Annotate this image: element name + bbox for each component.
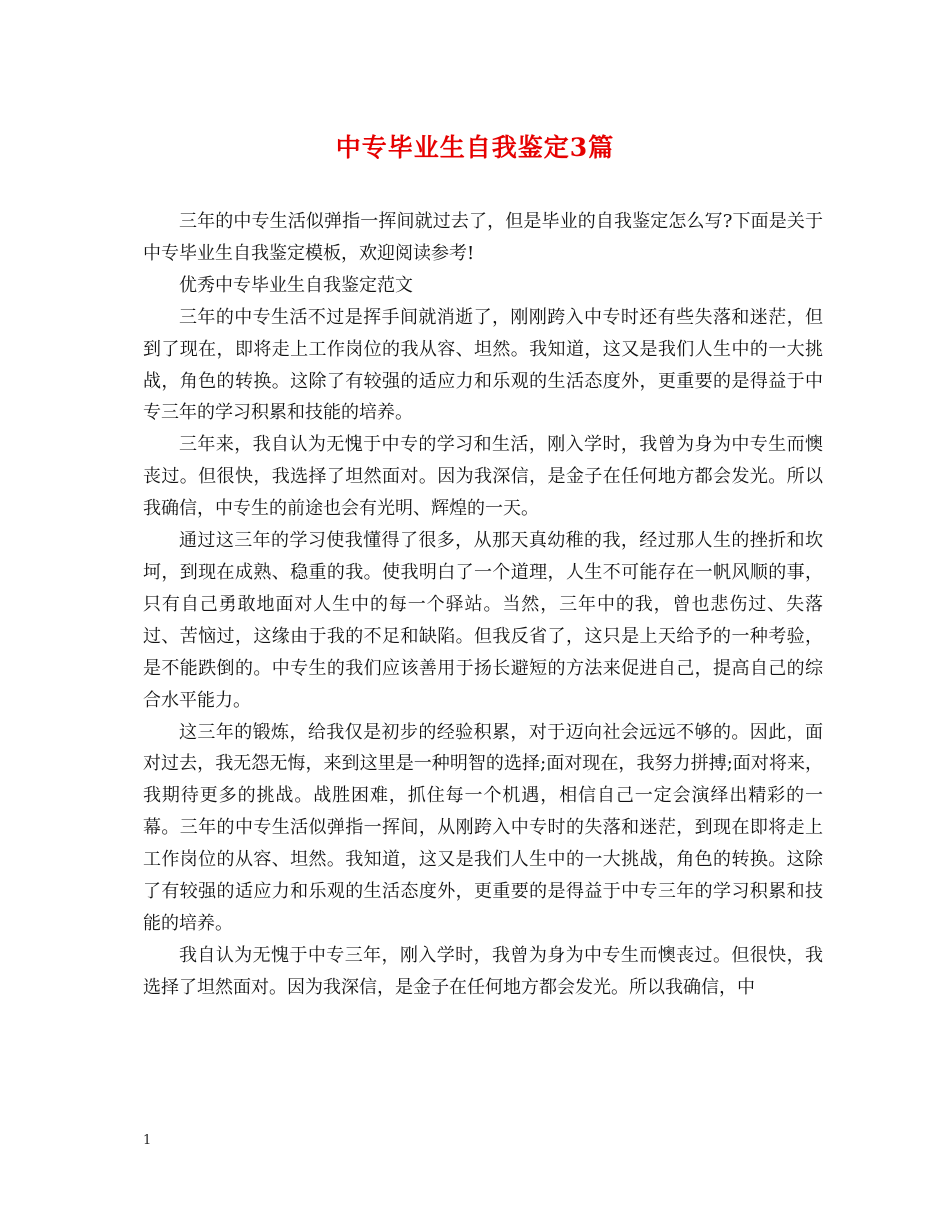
document-body bbox=[143, 206, 823, 1004]
page-number: 1 bbox=[143, 1133, 152, 1148]
paragraph: 三年来，我自认为无愧于中专的学习和生活，刚入学时，我曾为身为中专生而懊丧过。但很快，我选择了坦然面对。因为我深信，是金子在任何地方都会发光。所以我确信，中专生的前途也会有光明、辉煌的一天。 bbox=[143, 434, 823, 520]
paragraph-subheading: 优秀中专毕业生自我鉴定范文 bbox=[179, 274, 413, 296]
paragraph: 三年的中专生活不过是挥手间就消逝了，刚刚跨入中专时还有些失落和迷茫，但到了现在，即将走上工作岗位的我从容、坦然。我知道，这又是我们人生中的一大挑战，角色的转换。这除了有较强的适应力和乐观的生活态度外，更重要的是得益于中专三年的学习积累和技能的培养。 bbox=[143, 306, 823, 424]
paragraph: 这三年的锻炼，给我仅是初步的经验积累，对于迈向社会远远不够的。因此，面对过去，我无怨无悔，来到这里是一种明智的选择;面对现在，我努力拼搏;面对将来，我期待更多的挑战。战胜困难，抓住每一个机遇，相信自己一定会演绎出精彩的一幕。三年的中专生活似弹指一挥间，从刚跨入中专时的失落和迷茫，到现在即将走上工作岗位的从容、坦然。我知道，这又是我们人生中的一大挑战，角色的转换。这除了有较强的适应力和乐观的生活态度外，更重要的是得益于中专三年的学习积累和技能的培养。 bbox=[143, 721, 823, 934]
paragraph: 我自认为无愧于中专三年，刚入学时，我曾为身为中专生而懊丧过。但很快，我选择了坦然面对。因为我深信，是金子在任何地方都会发光。所以我确信，中 bbox=[143, 944, 823, 998]
document-title: 中专毕业生自我鉴定3篇 bbox=[335, 133, 615, 162]
paragraph-intro: 三年的中专生活似弹指一挥间就过去了，但是毕业的自我鉴定怎么写?下面是关于中专毕业生自我鉴定模板，欢迎阅读参考! bbox=[143, 211, 823, 264]
paragraph: 通过这三年的学习使我懂得了很多，从那天真幼稚的我，经过那人生的挫折和坎坷，到现在成熟、稳重的我。使我明白了一个道理，人生不可能存在一帆风顺的事，只有自己勇敢地面对人生中的每一个驿站。当然，三年中的我，曾也悲伤过、失落过、苦恼过，这缘由于我的不足和缺陷。但我反省了，这只是上天给予的一种考验，是不能跌倒的。中专生的我们应该善用于扬长避短的方法来促进自己，提高自己的综合水平能力。 bbox=[143, 530, 823, 711]
